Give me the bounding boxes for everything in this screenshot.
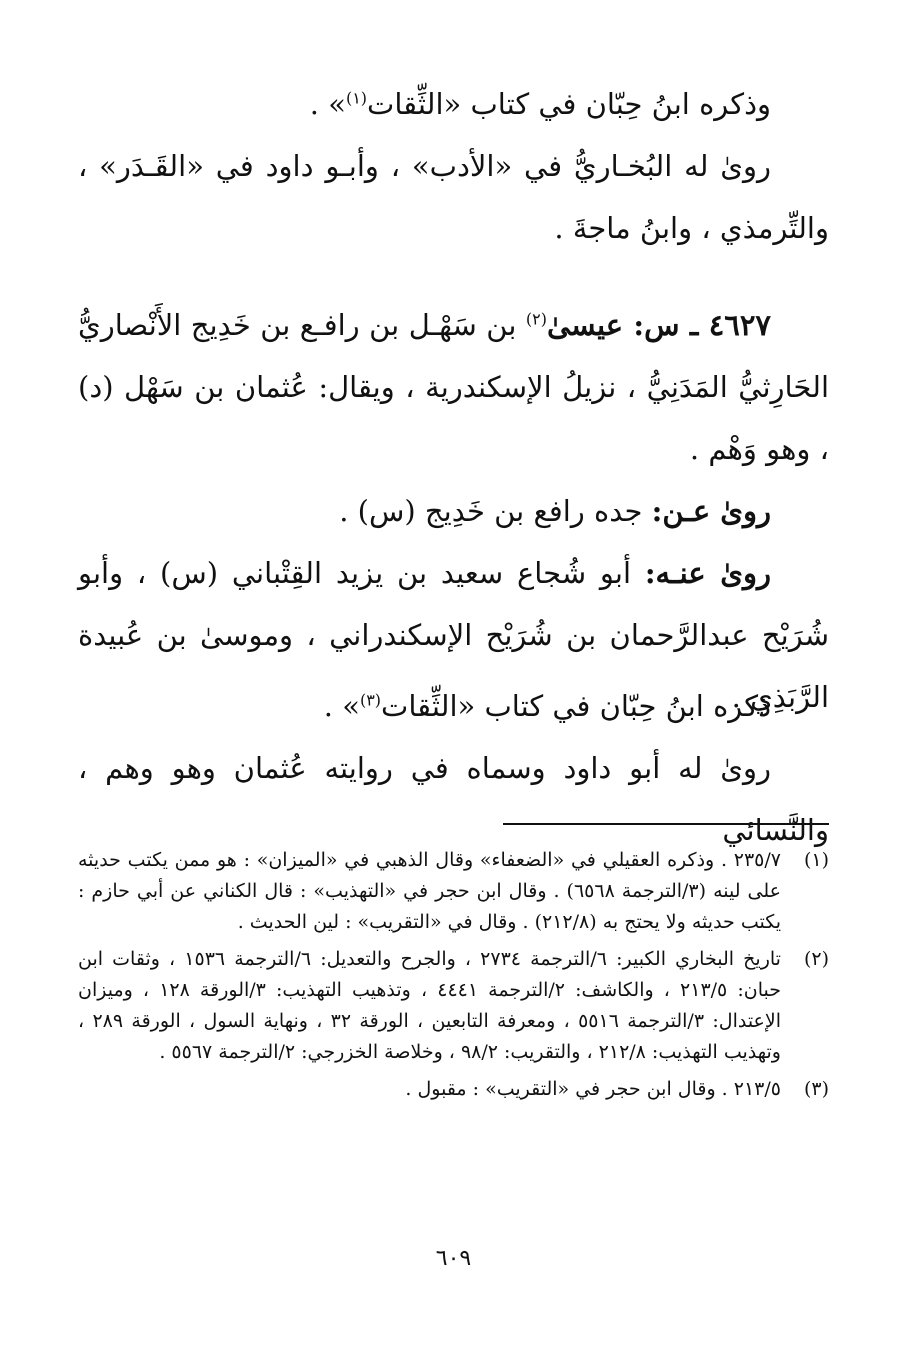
- entry-4627: [78, 294, 829, 728]
- footnote-1: [78, 845, 829, 938]
- footnote-3: [78, 1074, 829, 1105]
- thiqat-text-end: » .: [309, 87, 346, 121]
- narrated-by-previous: روىٰ له البُخـاريُّ في «الأدب» ، وأبـو داود في «القَـدَر» ، والتِّرمذي ، وابنُ ماجةَ .: [78, 149, 829, 245]
- entry-heading: [78, 294, 829, 480]
- footnote-text: تاريخ البخاري الكبير: ٦/الترجمة ٢٧٣٤ ، والجرح والتعديل: ٦/الترجمة ١٥٣٦ ، وثقات ابن حبان: ٢١٣/٥ ، والكاشف: ٢/الترجمة ٤٤٤١ ، وتذهيب التهذيب: ٣/الورقة ١٢٨ ، وميزان الإعتدال: ٣/الترجمة ٥٥١٦ ، ومعرفة التابعين ، الورقة ٣٢ ، ونهاية السول ، الورقة ٢٨٩ ، وتهذيب التهذيب: ٢١٢/٨ ، والتقريب: ٩٨/٢ ، وخلاصة الخزرجي: ٢/الترجمة ٥٥٦٧ .: [78, 948, 782, 1063]
- footnote-divider: [503, 823, 829, 825]
- footnote-ref-2: (٢): [525, 309, 547, 329]
- entry-number-and-name: ٤٦٢٧ ـ س: عيسىٰ: [546, 308, 771, 342]
- thiqat-mention: [78, 675, 829, 737]
- narrated-from-label: روىٰ عـن:: [651, 494, 771, 528]
- footnote-text: ٢١٣/٥ . وقال ابن حجر في «التقريب» : مقبول .: [405, 1078, 781, 1100]
- thiqat-text-end: » .: [323, 689, 360, 723]
- footnote-2: [78, 944, 829, 1068]
- footnote-number: (٢): [803, 948, 829, 970]
- entry-lineage: بن سَهْـل بن رافـع بن خَدِيج الأَنْصاريُّ الحَارِثيُّ المَدَنِيُّ ، نزيلُ الإسكندرية ، ويقال: عُثمان بن سَهْل (د) ، وهو وَهْم .: [78, 308, 829, 466]
- narrated-by-label: روىٰ عنـه:: [644, 556, 772, 590]
- narrated-from: [78, 480, 829, 542]
- footnotes: [78, 845, 829, 1111]
- footnote-ref-3: (٣): [359, 690, 382, 710]
- footnote-number: (٣): [803, 1078, 829, 1100]
- footnote-ref-1: (١): [345, 88, 368, 108]
- entry-4627-continued: [78, 675, 829, 861]
- narrated-from-text: جده رافع بن خَدِيج (س) .: [339, 494, 652, 528]
- thiqat-mention-previous: [78, 73, 829, 135]
- narrated-by-collections: روىٰ له أبو داود وسماه في روايته عُثمان وهو وهم ، والنَّسائي: [78, 751, 829, 847]
- footnote-number: (١): [803, 849, 829, 871]
- thiqat-text: وذكره ابنُ حِبّان في كتاب «الثِّقات: [367, 87, 771, 121]
- narrated-by-text: أبو شُجاع سعيد بن يزيد القِتْباني (س) ، وأبو شُرَيْح عبدالرَّحمان بن شُرَيْح الإسكندراني ، وموسىٰ بن عُبيدة الرَّبَذِي .: [78, 556, 829, 714]
- thiqat-text: ذكره ابنُ حِبّان في كتاب «الثِّقات: [381, 689, 771, 723]
- previous-entry-tail: [78, 73, 829, 259]
- page-number: ٦٠٩: [435, 1246, 472, 1271]
- footnote-text: ٢٣٥/٧ . وذكره العقيلي في «الضعفاء» وقال الذهبي في «الميزان» : هو ممن يكتب حديثه على لينه (٣/الترجمة ٦٥٦٨) . وقال ابن حجر في «التهذيب» : قال الكناني عن أبي حازم : يكتب حديثه ولا يحتج به (٢١٢/٨) . وقال في «التقريب» : لين الحديث .: [78, 849, 781, 933]
